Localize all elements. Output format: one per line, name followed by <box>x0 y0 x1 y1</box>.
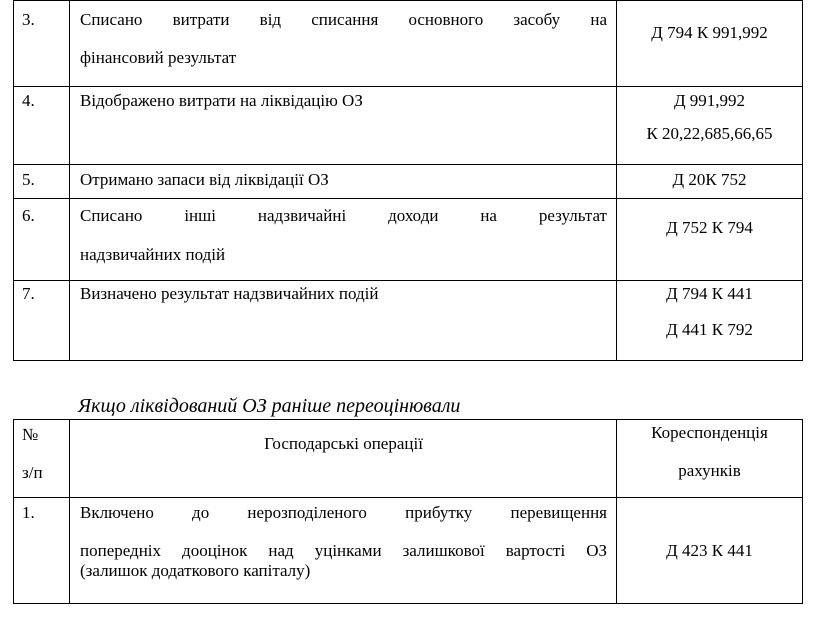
header-number-line: № <box>22 425 39 444</box>
table-row <box>14 87 803 165</box>
header-correspondence-line: рахунків <box>678 461 741 480</box>
correspondence-line: Д 794 К 991,992 <box>651 23 768 42</box>
correspondence-line: Д 752 К 794 <box>666 218 753 237</box>
correspondence-line: Д 991,992 <box>673 91 746 110</box>
table-header-row <box>14 420 803 498</box>
row-number-text: 6. <box>22 206 35 225</box>
description-line: Списано витрати від списання основного засобу на <box>80 10 607 29</box>
header-correspondence <box>617 420 803 498</box>
row-number <box>14 199 70 281</box>
operation-description <box>70 165 617 199</box>
table-row <box>14 498 803 604</box>
operation-description <box>70 199 617 281</box>
account-correspondence <box>617 87 803 165</box>
correspondence-line: Д 441 К 792 <box>666 320 753 339</box>
table-row <box>14 281 803 361</box>
account-correspondence <box>617 165 803 199</box>
correspondence-line: Д 794 К 441 <box>666 284 753 303</box>
description-line: (залишок додаткового капіталу) <box>80 561 311 580</box>
row-number <box>14 1 70 87</box>
account-correspondence <box>617 1 803 87</box>
description-line: Відображено витрати на ліквідацію ОЗ <box>80 91 363 110</box>
row-number <box>14 498 70 604</box>
header-operations-text: Господарські операції <box>264 434 423 453</box>
table-row <box>14 165 803 199</box>
row-number <box>14 165 70 199</box>
row-number-text: 5. <box>22 170 35 189</box>
row-number-text: 7. <box>22 284 35 303</box>
description-line: Визначено результат надзвичайних подій <box>80 284 379 303</box>
operation-description <box>70 281 617 361</box>
account-correspondence <box>617 199 803 281</box>
row-number-text: 3. <box>22 10 35 29</box>
header-correspondence-line: Кореспонденція <box>651 423 768 442</box>
description-line: попередніх дооцінок над уцінками залишкової вартості ОЗ <box>80 541 607 560</box>
header-number-line: з/п <box>22 463 43 482</box>
description-line: Включено до нерозподіленого прибутку перевищення <box>80 503 607 522</box>
description-line: фінансовий результат <box>80 48 237 67</box>
correspondence-line: К 20,22,685,66,65 <box>646 124 773 143</box>
description-line: Отримано запаси від ліквідації ОЗ <box>80 170 329 189</box>
account-correspondence <box>617 498 803 604</box>
operation-description <box>70 1 617 87</box>
row-number <box>14 281 70 361</box>
table-row <box>14 1 803 87</box>
row-number-text: 1. <box>22 503 35 522</box>
operations-table-continued <box>13 0 803 361</box>
correspondence-line: Д 20К 752 <box>672 170 747 189</box>
header-number <box>14 420 70 498</box>
row-number <box>14 87 70 165</box>
operation-description <box>70 498 617 604</box>
description-line: Списано інші надзвичайні доходи на результат <box>80 206 607 225</box>
account-correspondence <box>617 281 803 361</box>
revaluation-operations-table <box>13 419 803 604</box>
row-number-text: 4. <box>22 91 35 110</box>
table-row <box>14 199 803 281</box>
description-line: надзвичайних подій <box>80 245 226 264</box>
header-operations <box>70 420 617 498</box>
correspondence-line: Д 423 К 441 <box>666 541 753 560</box>
section-caption: Якщо ліквідований ОЗ раніше переоцінювали <box>78 395 461 417</box>
operation-description <box>70 87 617 165</box>
